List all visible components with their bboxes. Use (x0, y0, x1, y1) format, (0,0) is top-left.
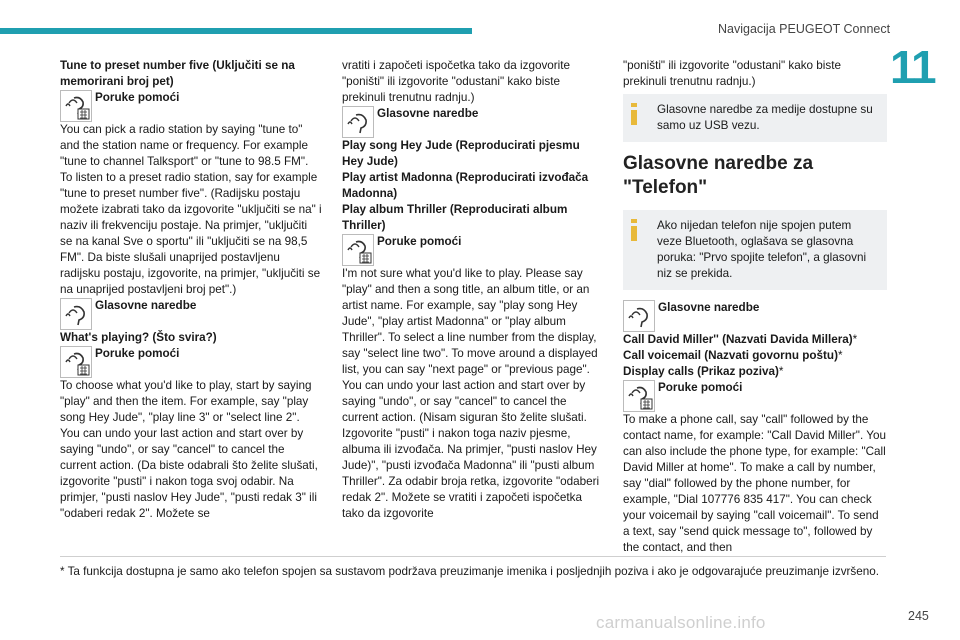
commands-label: Glasovne naredbe (95, 299, 197, 312)
voice-command-icon (60, 298, 92, 330)
command-play-artist: Play artist Madonna (Reproducirati izvođača Madonna) (342, 171, 589, 200)
commands-label: Glasovne naredbe (377, 107, 479, 120)
footnote: * Ta funkcija dostupna je samo ako telefon spojen sa sustavom podržava preuzimanje imenika i posljednjih poziva i ako je odgovarajuće preuzimanje izvršeno. (60, 565, 880, 578)
command-display-calls: Display calls (Prikaz poziva)* (623, 365, 784, 378)
watermark: carmanualsonline.info (596, 613, 766, 632)
help-label: Poruke pomoći (658, 381, 743, 394)
command-play-song: Play song Hey Jude (Reproducirati pjesmu Hey Jude) (342, 139, 580, 168)
command-call-voicemail: Call voicemail (Nazvati govornu poštu)* (623, 349, 843, 362)
command-whats-playing: What's playing? (Što svira?) (60, 331, 217, 344)
continued-text: "poništi" ili izgovorite "odustani" kako biste prekinuli trenutnu radnju.) (623, 59, 841, 88)
help-label: Poruke pomoći (95, 91, 180, 104)
command-tune-preset: Tune to preset number five (Uključiti se na memorirani broj pet) (60, 59, 295, 88)
help-text-radio: You can pick a radio station by saying "tune to" and the station name or frequency. For example "tune to channel Talksport" or "tune to 98.5 FM". To listen to a preset radio station, say for example "tune to preset number five". (Radijsku postaju možete izabrati tako da izgovorite "uključiti se na" i naziv ili frekvenciju postaje. Na primjer, "uključiti se na kanal Sve o sportu" ili "uključiti se na 98,5 FM". Da biste slušali unaprijed postavljenu radijsku postaju, izgovorite, na primjer, "uključiti se na unaprijed postavljeni broj pet".) (60, 123, 322, 296)
column-1 (60, 58, 322, 522)
info-icon (631, 219, 637, 246)
help-heading (60, 90, 322, 122)
help-heading (623, 380, 887, 412)
info-box-phone (623, 210, 887, 290)
voice-help-icon (623, 380, 655, 412)
column-3 (623, 58, 887, 556)
chapter-number: 11 (890, 41, 935, 93)
voice-help-icon (342, 234, 374, 266)
voice-command-icon (342, 106, 374, 138)
help-heading (60, 346, 322, 378)
footnote-divider (60, 556, 886, 557)
section-title: Glasovne naredbe za "Telefon" (623, 153, 814, 198)
continued-text: vratiti i započeti ispočetka tako da izgovorite "poništi" ili izgovorite "odustani" kako biste prekinuli trenutnu radnju.) (342, 59, 571, 104)
info-box-usb (623, 94, 887, 142)
voice-help-icon (60, 90, 92, 122)
header-title: Navigacija PEUGEOT Connect (718, 22, 891, 36)
column-2 (342, 58, 604, 522)
voice-command-icon (623, 300, 655, 332)
commands-heading (623, 300, 887, 332)
help-text-play: To choose what you'd like to play, start by saying "play" and then the item. For example, say "play song Hey Jude", "play line 3" or "select line 2". You can undo your last action and start over by saying "undo", or say "cancel" to cancel the current action. (Da biste odabrali što želite slušati, izgovorite "pusti" i nakon toga svoj odabir. Na primjer, "pusti naslov Hey Jude", "pusti redak 3" ili "odaberi redak 2". Možete se (60, 379, 318, 520)
header-accent-bar (0, 28, 472, 34)
help-label: Poruke pomoći (377, 235, 462, 248)
command-play-album: Play album Thriller (Reproducirati album Thriller) (342, 203, 568, 232)
info-icon (631, 103, 637, 130)
command-call-contact: Call David Miller'' (Nazvati Davida Millera)* (623, 333, 858, 346)
help-text-media: I'm not sure what you'd like to play. Please say "play" and then a song title, an album title, or an artist name. For example, say "play song Hey Jude", "play artist Madonna" or "play album Thriller". To select a line number from the display, say "select line two". To move around a displayed list, you can say "next page" or "previous page". You can undo your last action and start over by saying "undo", or say "cancel" to cancel the current action. (Nisam siguran što želite slušati. Izgovorite "pusti" i nakon toga naziv pjesme, albuma ili izvođača. Na primjer, "pusti naslov Hey Jude)", "pusti izvođača Madonna" ili "pusti album Thriller". Za odabir broja retka, izgovorite "odaberi redak 2". Možete se vratiti i započeti ispočetka tako da izgovorite (342, 267, 600, 520)
help-label: Poruke pomoći (95, 347, 180, 360)
page-number: 245 (908, 609, 929, 623)
commands-label: Glasovne naredbe (658, 301, 760, 314)
help-heading (342, 234, 604, 266)
help-text-phone: To make a phone call, say "call" followed by the contact name, for example: "Call David Miller". You can also include the phone type, for example: "Call David Miller at home". To make a call by number, say "dial" followed by the phone number, for example, "Dial 107776 835 417". You can check your voicemail by saying "call voicemail". To send a text, say "send quick message to", followed by the contact, and then (623, 413, 886, 554)
commands-heading (342, 106, 604, 138)
commands-heading (60, 298, 322, 330)
info-text: Glasovne naredbe za medije dostupne su samo uz USB vezu. (657, 103, 873, 132)
info-text: Ako nijedan telefon nije spojen putem veze Bluetooth, oglašava se glasovna poruka: "Prvo spojite telefon", a glasovni niz se prekida. (657, 219, 867, 280)
voice-help-icon (60, 346, 92, 378)
